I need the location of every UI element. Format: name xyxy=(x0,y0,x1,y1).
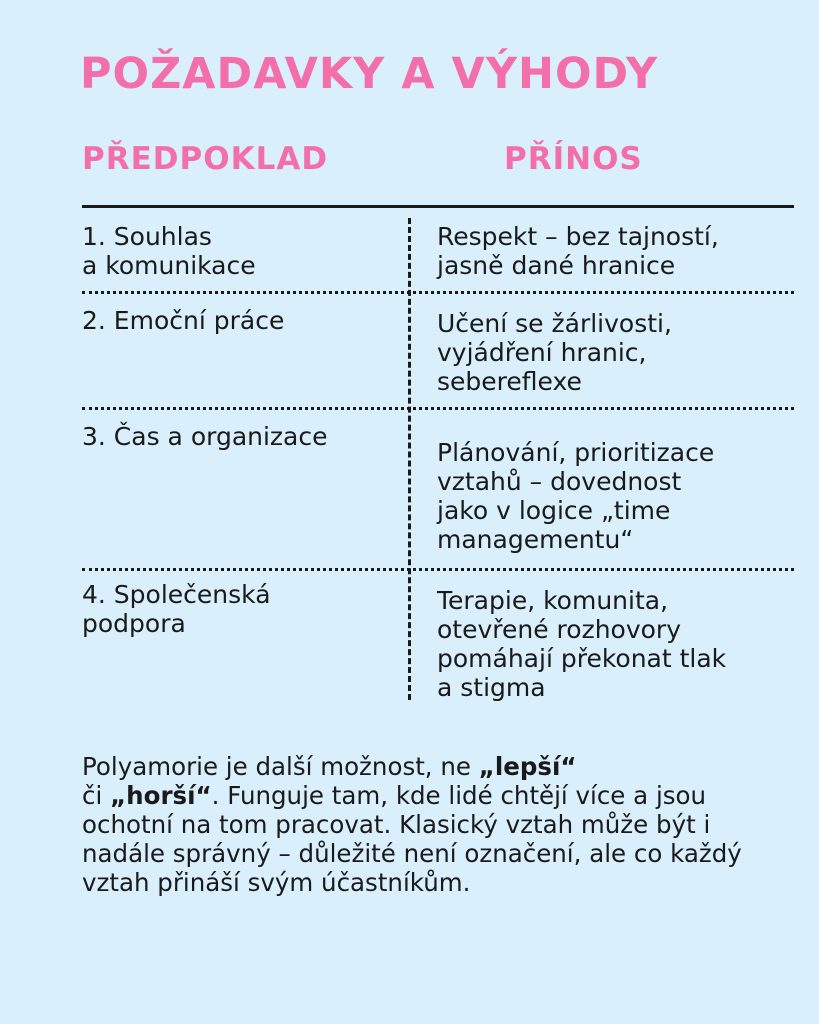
table-row-1-benefit: Respekt – bez tajností, jasně dané hranice xyxy=(437,222,719,280)
table-row-2-requirement: 2. Emoční práce xyxy=(82,306,285,335)
table-row-divider-3 xyxy=(82,568,794,571)
table-row-4-requirement: 4. Společenská podpora xyxy=(82,580,271,638)
table-top-rule xyxy=(82,205,794,208)
summary-text-2: či xyxy=(82,781,111,810)
table-row-2-benefit: Učení se žárlivosti, vyjádření hranic, sebereflexe xyxy=(437,309,672,396)
table-row-divider-2 xyxy=(82,407,794,410)
column-header-requirement: PŘEDPOKLAD xyxy=(82,141,329,177)
summary-bold-worse: „horší“ xyxy=(110,781,212,810)
summary-text-1: Polyamorie je další možnost, ne xyxy=(82,752,479,781)
table-row-divider-1 xyxy=(82,291,794,294)
summary-text-3: . Funguje tam, kde lidé chtějí více a jsou ochotní na tom pracovat. Klasický vztah může být i nadále správný – důležité není označení, ale co každý vztah přináší svým účastníkům. xyxy=(82,781,742,897)
page-title: POŽADAVKY A VÝHODY xyxy=(80,49,659,99)
summary-bold-better: „lepší“ xyxy=(478,752,577,781)
summary-paragraph xyxy=(82,752,782,897)
column-header-benefit: PŘÍNOS xyxy=(504,141,643,177)
table-row-4-benefit: Terapie, komunita, otevřené rozhovory pomáhají překonat tlak a stigma xyxy=(437,586,727,702)
table-row-1-requirement: 1. Souhlas a komunikace xyxy=(82,222,256,280)
table-row-3-benefit: Plánování, prioritizace vztahů – dovednost jako v logice „time managementu“ xyxy=(437,438,715,554)
table-row-3-requirement: 3. Čas a organizace xyxy=(82,422,328,451)
